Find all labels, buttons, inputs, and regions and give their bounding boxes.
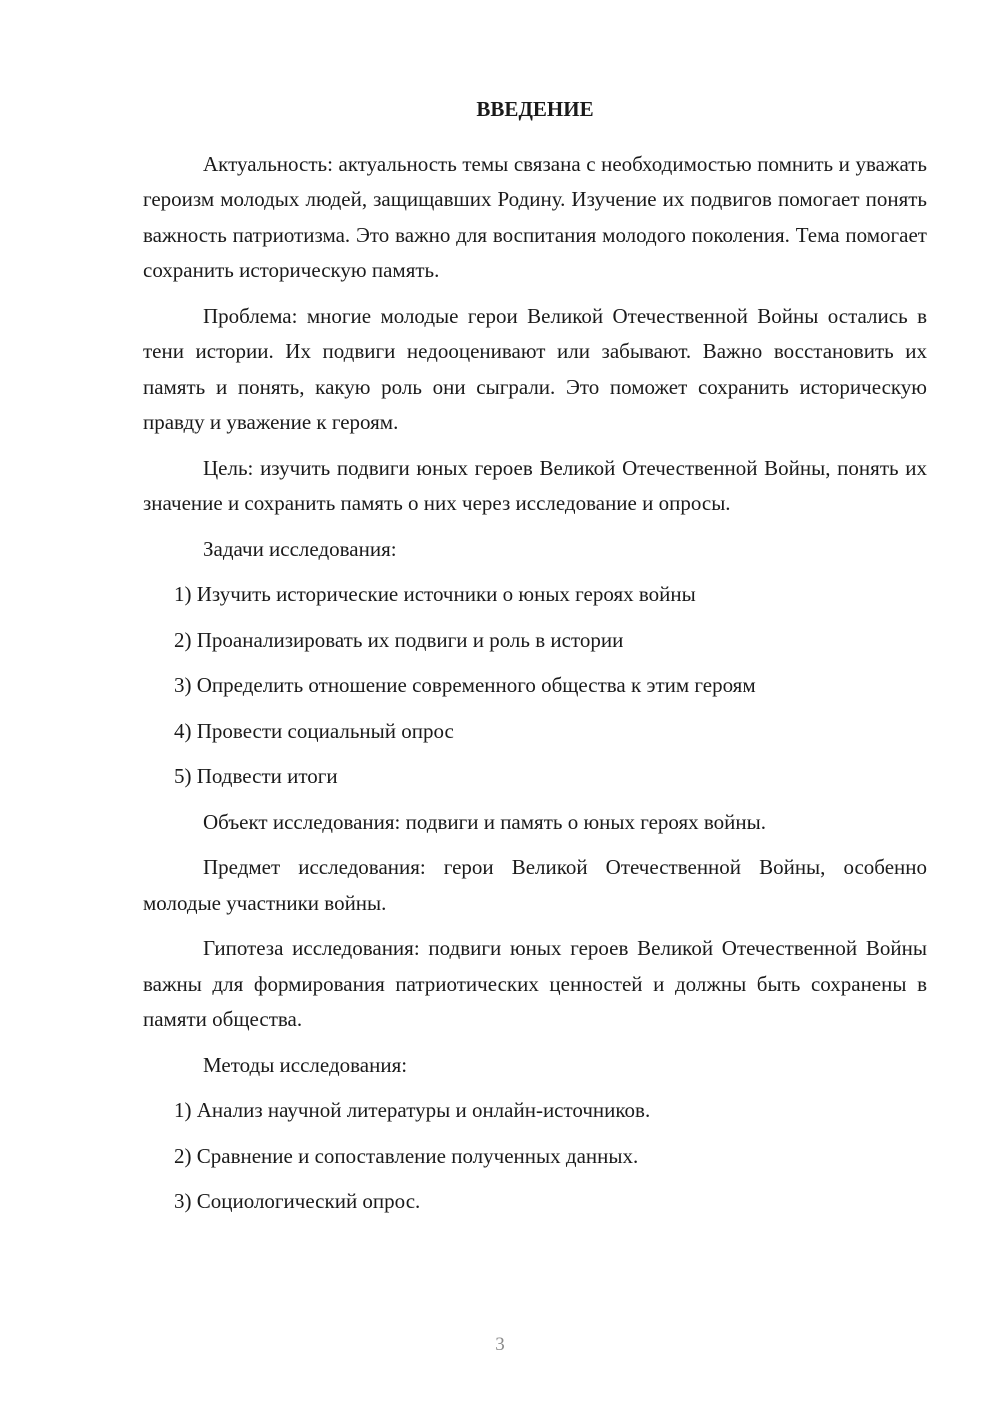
list-item: 1) Анализ научной литературы и онлайн-источников.	[174, 1098, 651, 1122]
list-item: 3) Определить отношение современного общества к этим героям	[174, 673, 756, 697]
problem-paragraph: Проблема: многие молодые герои Великой Отечественной Войны остались в тени истории. Их подвиги недооценивают или забывают. Важно восстановить их память и понять, какую роль они сыграли. Это поможет сохранить историческую правду и уважение к героям.	[143, 303, 927, 434]
goal-paragraph: Цель: изучить подвиги юных героев Великой Отечественной Войны, понять их значение и сохранить память о них через исследование и опросы.	[143, 455, 927, 515]
tasks-list	[143, 577, 927, 795]
methods-label: Методы исследования:	[203, 1052, 408, 1077]
list-item: 5) Подвести итоги	[174, 764, 338, 788]
list-item: 1) Изучить исторические источники о юных героях войны	[174, 582, 696, 606]
list-item: 3) Социологический опрос.	[174, 1189, 421, 1213]
page-number: 3	[495, 1334, 505, 1355]
section-title: ВВЕДЕНИЕ	[476, 97, 594, 121]
hypothesis-paragraph: Гипотеза исследования: подвиги юных героев Великой Отечественной Войны важны для формирования патриотических ценностей и должны быть сохранены в памяти общества.	[143, 936, 927, 1031]
list-item: 2) Сравнение и сопоставление полученных данных.	[174, 1143, 639, 1168]
tasks-label: Задачи исследования:	[203, 536, 397, 561]
methods-list	[143, 1093, 927, 1220]
object-paragraph: Объект исследования: подвиги и память о юных героях войны.	[203, 809, 767, 834]
list-item: 4) Провести социальный опрос	[174, 718, 454, 743]
page-content	[143, 92, 927, 1230]
subject-paragraph: Предмет исследования: герои Великой Отечественной Войны, особенно молодые участники войны.	[143, 855, 927, 915]
relevance-paragraph: Актуальность: актуальность темы связана с необходимостью помнить и уважать героизм молодых людей, защищавших Родину. Изучение их подвигов помогает понять важность патриотизма. Это важно для воспитания молодого поколения. Тема помогает сохранить историческую память.	[143, 151, 927, 282]
list-item: 2) Проанализировать их подвиги и роль в истории	[174, 627, 624, 652]
